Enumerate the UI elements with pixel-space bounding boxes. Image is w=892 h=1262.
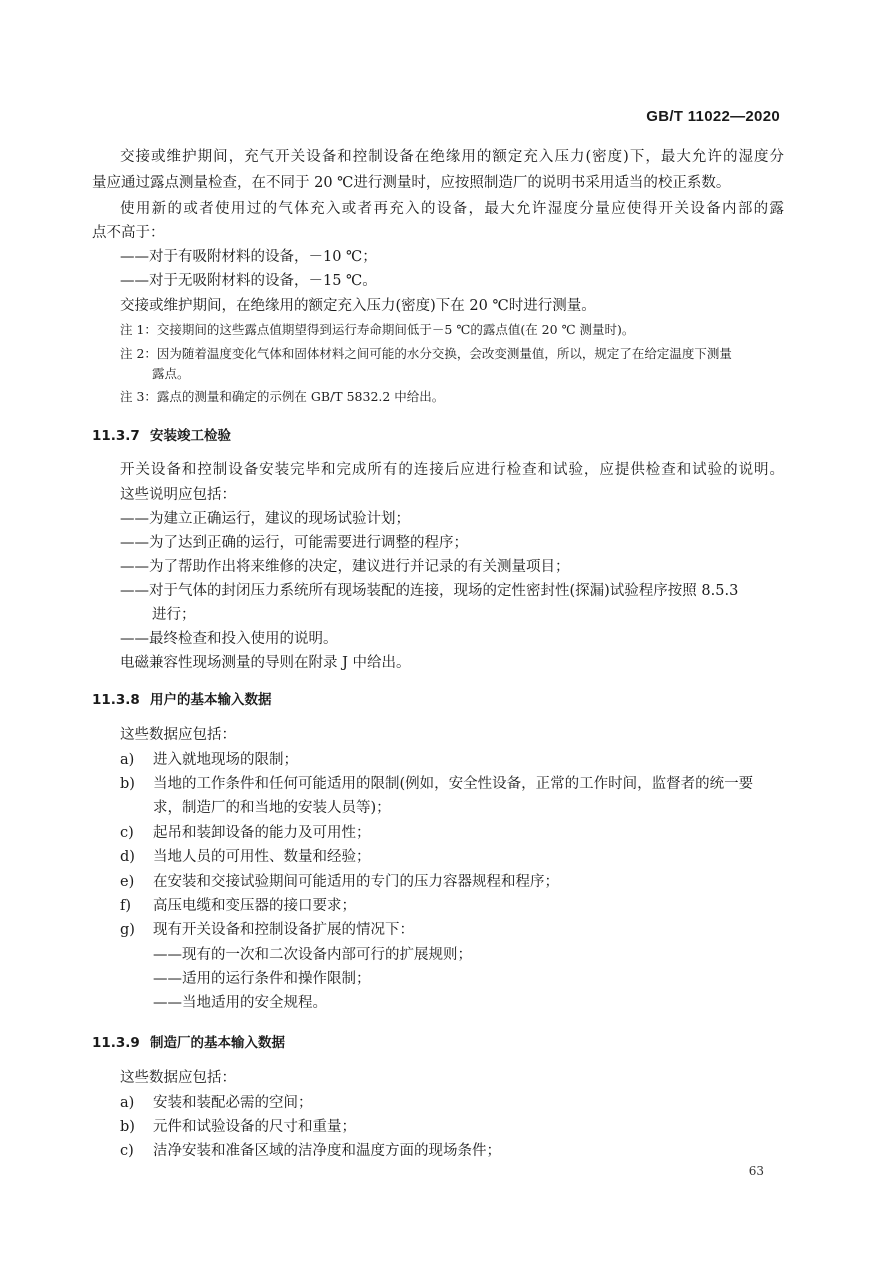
- note: 注 2：因为随着温度变化气体和固体材料之间可能的水分交换，会改变测量值，所以，规定了在给定温度下测量: [120, 346, 732, 361]
- paragraph-line: 使用新的或者使用过的气体充入或者再充入的设备，最大允许湿度分量应使得开关设备内部的露: [120, 201, 784, 217]
- list-label: d): [120, 849, 135, 865]
- list-text: 当地人员的可用性、数量和经验；: [153, 849, 371, 865]
- list-label: b): [120, 1119, 135, 1135]
- paragraph-line: 这些数据应包括：: [120, 727, 236, 743]
- section-heading: [92, 424, 231, 444]
- sub-list-item: ——现有的一次和二次设备内部可行的扩展规则；: [153, 947, 472, 963]
- list-text: 高压电缆和变压器的接口要求；: [153, 898, 356, 914]
- list-item-continuation: 进行；: [152, 607, 196, 623]
- list-item: ——为建立正确运行，建议的现场试验计划；: [120, 511, 410, 527]
- list-item: [120, 1115, 356, 1139]
- paragraph-line: 电磁兼容性现场测量的导则在附录 J 中给出。: [120, 655, 411, 671]
- list-item: [120, 772, 753, 796]
- list-label: a): [120, 1095, 135, 1111]
- list-label: f): [120, 898, 132, 914]
- list-text: 元件和试验设备的尺寸和重量；: [153, 1119, 356, 1135]
- paragraph-line: 交接或维护期间，在绝缘用的额定充入压力(密度)下在 20 ℃时进行测量。: [120, 298, 596, 314]
- list-item: ——为了达到正确的运行，可能需要进行调整的程序；: [120, 535, 468, 551]
- list-label: a): [120, 752, 135, 768]
- list-label: e): [120, 874, 135, 890]
- section-title: 用户的基本输入数据: [150, 692, 272, 708]
- section-number: 11.3.9: [92, 1035, 140, 1051]
- list-item: ——为了帮助作出将来维修的决定，建议进行并记录的有关测量项目；: [120, 559, 570, 575]
- sub-list-item: ——当地适用的安全规程。: [153, 995, 327, 1011]
- list-label: g): [120, 922, 135, 938]
- note: 注 3：露点的测量和确定的示例在 GB/T 5832.2 中给出。: [120, 389, 445, 404]
- list-text: 当地的工作条件和任何可能适用的限制(例如，安全性设备，正常的工作时间，监督者的统一要: [153, 776, 754, 792]
- list-text: 安装和装配必需的空间；: [153, 1095, 313, 1111]
- paragraph-line: 点不高于：: [92, 225, 165, 241]
- list-item: [120, 894, 356, 918]
- list-item: [120, 918, 414, 942]
- note-continuation: 露点。: [152, 366, 190, 381]
- sub-list-item: ——适用的运行条件和操作限制；: [153, 971, 371, 987]
- section-heading: [92, 688, 272, 708]
- section-title: 制造厂的基本输入数据: [150, 1035, 285, 1051]
- section-number: 11.3.7: [92, 428, 140, 444]
- list-item: [120, 821, 371, 845]
- list-item: ——最终检查和投入使用的说明。: [120, 631, 338, 647]
- list-label: b): [120, 776, 135, 792]
- paragraph-line: 量应通过露点测量检查，在不同于 20 ℃进行测量时，应按照制造厂的说明书采用适当的校正系数。: [92, 175, 731, 191]
- list-text: 洁净安装和准备区域的洁净度和温度方面的现场条件；: [153, 1143, 501, 1159]
- list-item: [120, 870, 559, 894]
- section-heading: [92, 1031, 285, 1051]
- list-item: ——对于有吸附材料的设备，－10 ℃；: [120, 249, 377, 265]
- list-text: 在安装和交接试验期间可能适用的专门的压力容器规程和程序；: [153, 874, 559, 890]
- paragraph-line: 开关设备和控制设备安装完毕和完成所有的连接后应进行检查和试验，应提供检查和试验的说明。: [120, 462, 784, 478]
- list-item: [120, 845, 371, 869]
- list-label: c): [120, 825, 134, 841]
- paragraph-line: 这些说明应包括：: [120, 487, 236, 503]
- list-label: c): [120, 1143, 134, 1159]
- note: 注 1：交接期间的这些露点值期望得到运行寿命期间低于－5 ℃的露点值(在 20 ℃ 测量时)。: [120, 322, 635, 337]
- section-number: 11.3.8: [92, 692, 140, 708]
- list-item: ——对于无吸附材料的设备，－15 ℃。: [120, 273, 377, 289]
- list-item: [120, 1139, 501, 1163]
- paragraph-line: 交接或维护期间，充气开关设备和控制设备在绝缘用的额定充入压力(密度)下，最大允许的湿度分: [120, 149, 784, 165]
- list-item: ——对于气体的封闭压力系统所有现场装配的连接，现场的定性密封性(探漏)试验程序按照 8.5.3: [120, 583, 739, 599]
- paragraph-line: 这些数据应包括：: [120, 1070, 236, 1086]
- page-number: 63: [748, 1164, 764, 1178]
- standard-number: GB/T 11022—2020: [646, 108, 780, 125]
- section-title: 安装竣工检验: [150, 428, 231, 444]
- list-item: [120, 748, 298, 772]
- list-text: 起吊和装卸设备的能力及可用性；: [153, 825, 371, 841]
- list-item: [120, 1091, 313, 1115]
- list-text: 进入就地现场的限制；: [153, 752, 298, 768]
- list-item-continuation: 求，制造厂的和当地的安装人员等)；: [153, 800, 391, 816]
- list-text: 现有开关设备和控制设备扩展的情况下：: [153, 922, 414, 938]
